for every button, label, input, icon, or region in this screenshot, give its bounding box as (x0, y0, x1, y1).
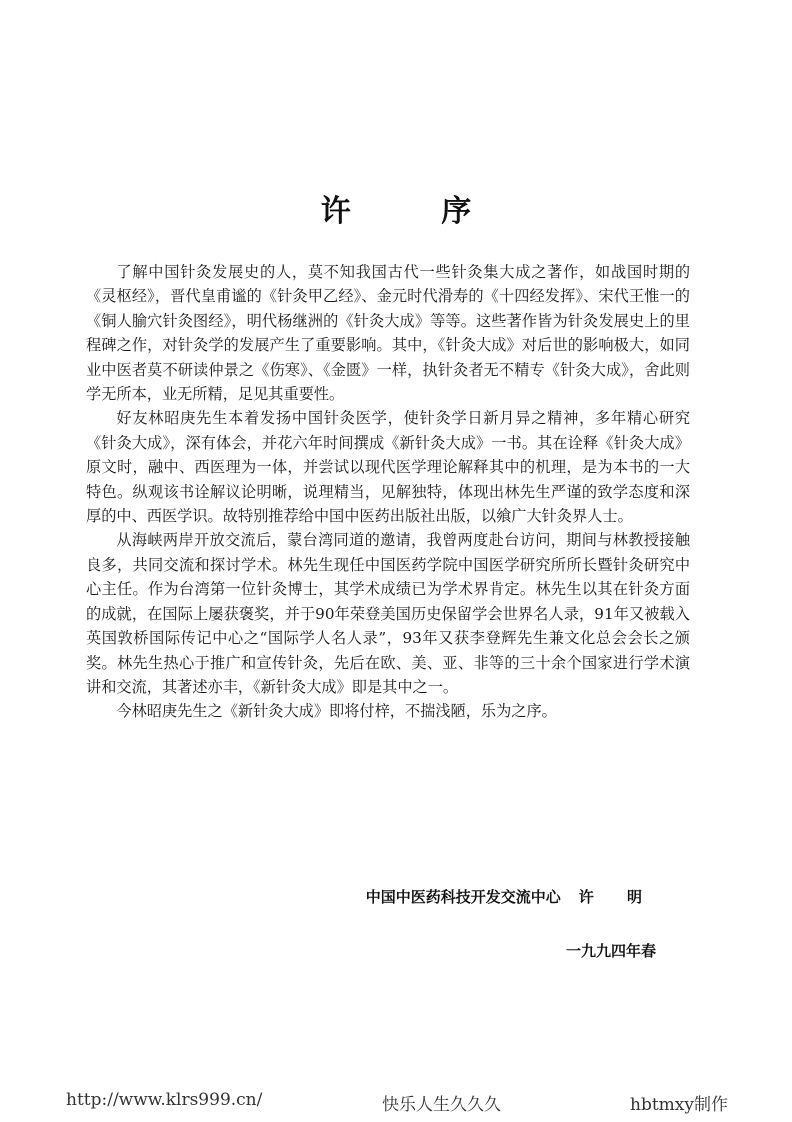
signature-name: 许 明 (578, 888, 656, 906)
footer-url-link[interactable]: http://www.klrs999.cn/ (66, 1090, 263, 1110)
signature-organization: 中国中医药科技开发交流中心 (365, 888, 561, 906)
preface-body (86, 260, 690, 724)
page-title: 许 序 (320, 194, 512, 229)
signature (366, 886, 656, 907)
signature-date: 一九九四年春 (565, 942, 656, 960)
paragraph-3: 从海峡两岸开放交流后，蒙台湾同道的邀请，我曾两度赴台访问，期间与林教授接触良多，共同交流和探讨学术。林先生现任中国医药学院中国医学研究所所长暨针灸研究中心主任。作为台湾第一位针灸博士，其学术成绩已为学术界肯定。林先生以其在针灸方面的成就，在国际上屡获褒奖，并于90年荣登美国历史保留学会世界名人录，91年又被载入英国敦桥国际传记中心之“国际学人名人录”，93年又获李登辉先生兼文化总会会长之颁奖。林先生热心于推广和宣传针灸，先后在欧、美、亚、非等的三十余个国家进行学术演讲和交流，其著述亦丰，《新针灸大成》即是其中之一。 (86, 531, 690, 696)
footer-credit-text: hbtmxy制作 (630, 1095, 728, 1115)
footer-center-text: 快乐人生久久久 (382, 1095, 501, 1115)
paragraph-4: 今林昭庚先生之《新针灸大成》即将付梓，不揣浅陋，乐为之序。 (116, 702, 557, 721)
page-footer (0, 1090, 792, 1116)
paragraph-2: 好友林昭庚先生本着发扬中国针灸医学，使针灸学日新月异之精神，多年精心研究《针灸大成》，深有体会，并花六年时间撰成《新针灸大成》一书。其在诠释《针灸大成》原文时，融中、西医理为一体，并尝试以现代医学理论解释其中的机理，是为本书的一大特色。纵观该书诠解议论明晰，说理精当，见解独特，体现出林先生严谨的致学态度和深厚的中、西医学识。故特别推荐给中国中医药出版社出版，以飨广大针灸界人士。 (86, 409, 690, 526)
paragraph-1: 了解中国针灸发展史的人，莫不知我国古代一些针灸集大成之著作，如战国时期的《灵枢经》，晋代皇甫谧的《针灸甲乙经》、金元时代滑寿的《十四经发挥》、宋代王惟一的《铜人腧穴针灸图经》，明代杨继洲的《针灸大成》等等。这些著作皆为针灸发展史上的里程碑之作，对针灸学的发展产生了重要影响。其中，《针灸大成》对后世的影响极大，如同业中医者莫不研读仲景之《伤寒》、《金匮》一样，执针灸者无不精专《针灸大成》，舍此则学无所本，业无所精，足见其重要性。 (86, 263, 690, 404)
